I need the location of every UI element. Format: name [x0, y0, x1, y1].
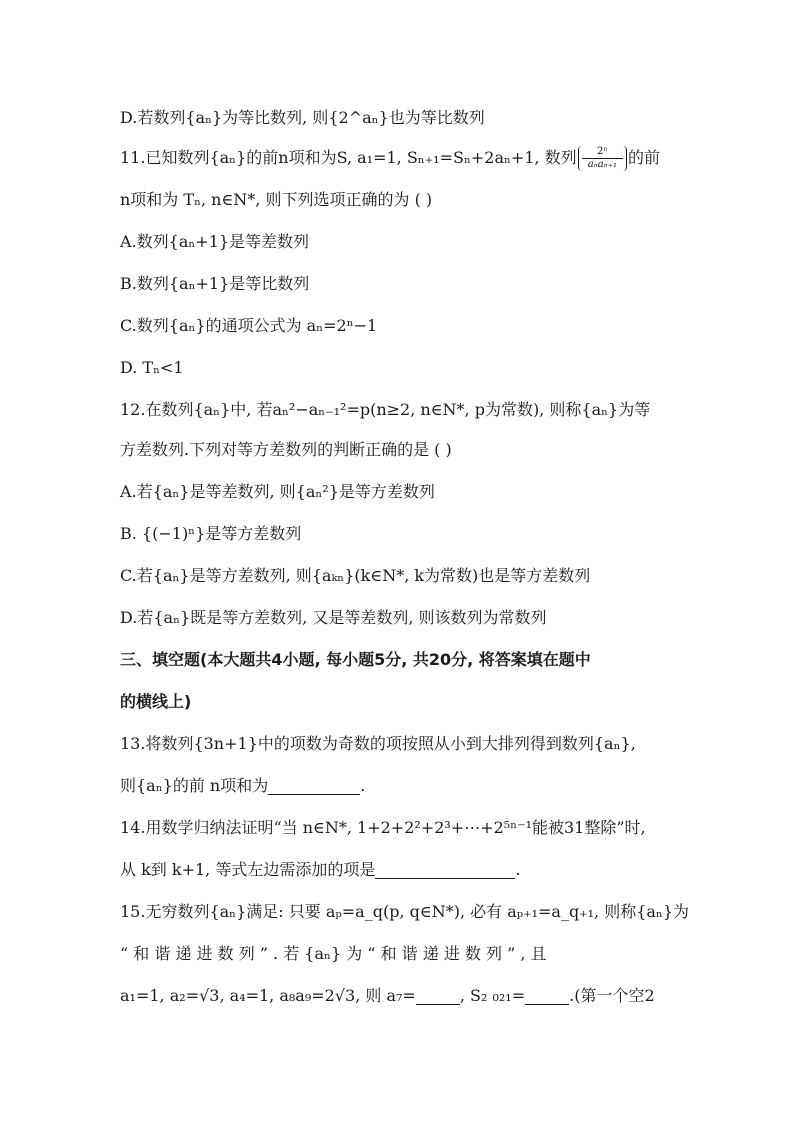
- q15-line2: [120, 942, 680, 966]
- section-heading: 的横线上): [120, 692, 192, 711]
- text-line: 15.无穷数列{aₙ}满足: 只要 aₚ=a_q(p, q∈N*), 必有 aₚ₊₁=a_q₊₁, 则称{aₙ}为: [120, 902, 690, 921]
- text-line: A.数列{aₙ+1}是等差数列: [120, 232, 310, 251]
- text-line: 则{aₙ}的前 n项和为: [120, 776, 269, 795]
- text-line: D.若数列{aₙ}为等比数列, 则{2^aₙ}也为等比数列: [120, 108, 485, 127]
- text-line: 12.在数列{aₙ}中, 若aₙ²−aₙ₋₁²=p(n≥2, n∈N*, p为常数), 则称{aₙ}为等: [120, 400, 651, 419]
- q12-option-a: [120, 480, 680, 504]
- text-line: A.若{aₙ}是等差数列, 则{aₙ²}是等方差数列: [120, 482, 435, 501]
- q15-line1: [120, 900, 690, 924]
- q14-line1: [120, 816, 680, 840]
- text-line: , S₂ ₀₂₁=: [459, 986, 526, 1005]
- text-line: 13.将数列{3n+1}中的项数为奇数的项按照从小到大排列得到数列{aₙ},: [120, 734, 636, 753]
- text-line: “ 和 谐 递 进 数 列 ” . 若 {aₙ} 为 “ 和 谐 递 进 数 列 ” , 且: [120, 944, 547, 963]
- answer-blank[interactable]: [375, 860, 515, 879]
- q13-line2: [120, 774, 680, 798]
- q12-option-c: [120, 564, 680, 588]
- q11-option-d: [120, 356, 680, 380]
- q11-stem-line2: [120, 188, 680, 212]
- q11-option-a: [120, 230, 680, 254]
- q12-stem-line1: [120, 398, 680, 422]
- q11-stem-line1: [120, 146, 680, 171]
- answer-blank[interactable]: [268, 776, 360, 795]
- q14-line2: [120, 858, 680, 882]
- q12-option-d: [120, 606, 680, 630]
- text-line: B.数列{aₙ+1}是等比数列: [120, 274, 310, 293]
- q11-option-b: [120, 272, 680, 296]
- fraction-denominator: aₙaₙ₊₁: [587, 159, 618, 170]
- text-line: 的前: [628, 148, 661, 167]
- q11-option-c: [120, 314, 680, 338]
- section-heading: 三、填空题(本大题共4小题, 每小题5分, 共20分, 将答案填在题中: [120, 650, 591, 669]
- text-line: a₁=1, a₂=√3, a₄=1, a₈a₉=2√3, 则 a₇=: [120, 986, 416, 1005]
- q13-line1: [120, 732, 680, 756]
- answer-blank[interactable]: [416, 986, 460, 1005]
- text-line: 14.用数学归纳法证明“当 n∈N*, 1+2+2²+2³+⋯+2⁵ⁿ⁻¹能被31整除”时,: [120, 818, 646, 837]
- q12-option-b: [120, 522, 680, 546]
- section-heading-line1: [120, 648, 680, 672]
- text-line: .: [515, 860, 521, 879]
- text-line: C.若{aₙ}是等方差数列, 则{aₖₙ}(k∈N*, k为常数)也是等方差数列: [120, 566, 591, 585]
- q15-line3: [120, 984, 680, 1008]
- text-line: 从 k到 k+1, 等式左边需添加的项是: [120, 860, 376, 879]
- answer-blank[interactable]: [525, 986, 569, 1005]
- text-line: 11.已知数列{aₙ}的前n项和为S, a₁=1, Sₙ₊₁=Sₙ+2aₙ+1, 数列: [120, 148, 577, 167]
- text-line: C.数列{aₙ}的通项公式为 aₙ=2ⁿ−1: [120, 316, 378, 335]
- text-line: .: [360, 776, 366, 795]
- section-heading-line2: [120, 690, 680, 714]
- text-line: 方差数列.下列对等方差数列的判断正确的是 ( ): [120, 440, 452, 459]
- fraction-numerator: 2ⁿ: [582, 146, 623, 159]
- q12-stem-line2: [120, 438, 680, 462]
- fraction-expression: [578, 146, 627, 171]
- text-line: D. Tₙ<1: [120, 358, 184, 377]
- text-line: D.若{aₙ}既是等方差数列, 又是等差数列, 则该数列为常数列: [120, 608, 547, 627]
- q10-option-d: [120, 106, 680, 130]
- text-line: B. {(−1)ⁿ}是等方差数列: [120, 524, 302, 543]
- text-line: n项和为 Tₙ, n∈N*, 则下列选项正确的为 ( ): [120, 190, 433, 209]
- text-line: .(第一个空2: [569, 986, 655, 1005]
